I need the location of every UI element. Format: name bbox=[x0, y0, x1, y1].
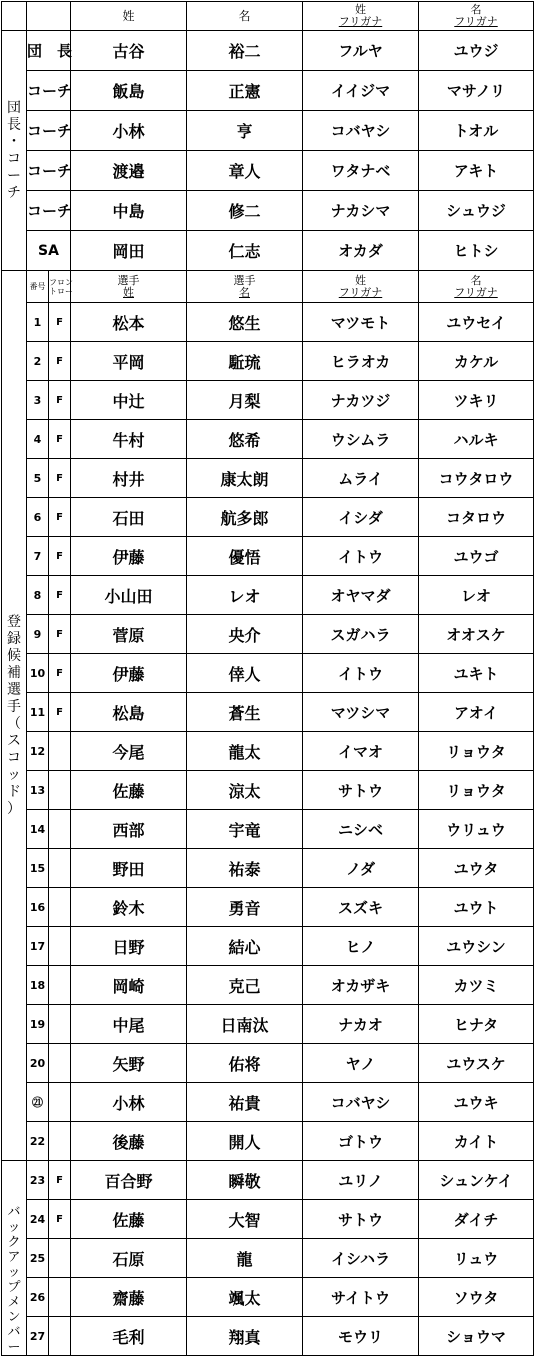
header-line: 姓 bbox=[123, 285, 134, 299]
player-row bbox=[2, 888, 534, 927]
role-cell: コーチ bbox=[27, 71, 71, 111]
last-name-cell: 中島 bbox=[71, 191, 187, 231]
player-row bbox=[2, 576, 534, 615]
first-name-cell: 月梨 bbox=[187, 381, 303, 420]
role-header-cell bbox=[27, 2, 71, 31]
last-kana-cell: ユリノ bbox=[303, 1161, 419, 1200]
last-name-cell: 古谷 bbox=[71, 31, 187, 71]
player-row bbox=[2, 1317, 534, 1356]
header-line: 名 bbox=[470, 273, 482, 287]
last-name-cell: 百合野 bbox=[71, 1161, 187, 1200]
last-name-cell: 今尾 bbox=[71, 732, 187, 771]
player-number-cell: ㉑ bbox=[27, 1083, 49, 1122]
first-name-cell: 瞬敬 bbox=[187, 1161, 303, 1200]
first-kana-cell: カケル bbox=[419, 342, 534, 381]
first-kana-cell: ユウジ bbox=[419, 31, 534, 71]
last-kana-cell: イシダ bbox=[303, 498, 419, 537]
first-name-cell: 龍 bbox=[187, 1239, 303, 1278]
section-label-char: バ bbox=[7, 1205, 21, 1220]
section-label-char: チ bbox=[7, 184, 21, 201]
roster-table bbox=[1, 1, 534, 1356]
first-kana-cell: ユウゴ bbox=[419, 537, 534, 576]
front-row-cell bbox=[49, 1044, 71, 1083]
section-label-char: 選 bbox=[7, 681, 21, 698]
player-number-cell: 10 bbox=[27, 654, 49, 693]
staff-row bbox=[2, 151, 534, 191]
player-row bbox=[2, 654, 534, 693]
front-row-cell bbox=[49, 966, 71, 1005]
last-name-cell: 毛利 bbox=[71, 1317, 187, 1356]
first-kana-cell: アオイ bbox=[419, 693, 534, 732]
player-row bbox=[2, 693, 534, 732]
section-label-char: 団 bbox=[7, 99, 21, 116]
first-kana-cell: コウタロウ bbox=[419, 459, 534, 498]
first-kana-cell: オオスケ bbox=[419, 615, 534, 654]
last-name-cell: 牛村 bbox=[71, 420, 187, 459]
last-kana-cell: コバヤシ bbox=[303, 1083, 419, 1122]
first-name-cell: 仁志 bbox=[187, 231, 303, 271]
last-kana-cell: ナカツジ bbox=[303, 381, 419, 420]
header-line: 選手 bbox=[233, 273, 256, 287]
last-kana-cell: ゴトウ bbox=[303, 1122, 419, 1161]
header-line: フリガナ bbox=[454, 285, 498, 299]
player-row bbox=[2, 771, 534, 810]
player-row bbox=[2, 1239, 534, 1278]
section-label-char: ス bbox=[7, 732, 21, 749]
section-label-char: ン bbox=[7, 1310, 21, 1325]
player-row bbox=[2, 810, 534, 849]
front-row-cell: F bbox=[49, 420, 71, 459]
first-name-cell: 結心 bbox=[187, 927, 303, 966]
player-row bbox=[2, 732, 534, 771]
first-kana-cell: ユウスケ bbox=[419, 1044, 534, 1083]
last-kana-cell: サイトウ bbox=[303, 1278, 419, 1317]
player-number-cell: 18 bbox=[27, 966, 49, 1005]
player-number-cell: 7 bbox=[27, 537, 49, 576]
player-row bbox=[2, 849, 534, 888]
section-label-char: ー bbox=[7, 167, 21, 184]
first-kana-header: 名 フリガナ bbox=[419, 2, 534, 31]
first-kana-cell: ユウタ bbox=[419, 849, 534, 888]
player-row bbox=[2, 498, 534, 537]
player-row bbox=[2, 1044, 534, 1083]
section-label-char: 手 bbox=[7, 698, 21, 715]
player-number-cell: 8 bbox=[27, 576, 49, 615]
section-label-char: ア bbox=[7, 1250, 21, 1265]
player-number-cell: 16 bbox=[27, 888, 49, 927]
player-row bbox=[2, 459, 534, 498]
first-name-cell: 央介 bbox=[187, 615, 303, 654]
player-row bbox=[2, 1200, 534, 1239]
first-kana-cell: ユウト bbox=[419, 888, 534, 927]
player-row bbox=[2, 1005, 534, 1044]
first-name-cell: 開人 bbox=[187, 1122, 303, 1161]
first-kana-cell: シュウジ bbox=[419, 191, 534, 231]
last-name-cell: 中辻 bbox=[71, 381, 187, 420]
player-row bbox=[2, 615, 534, 654]
front-row-cell bbox=[49, 1239, 71, 1278]
backup-section-label bbox=[2, 1161, 27, 1356]
first-name-header: 名 bbox=[187, 2, 303, 31]
last-kana-cell: ムライ bbox=[303, 459, 419, 498]
player-number-cell: 24 bbox=[27, 1200, 49, 1239]
last-kana-cell: マツモト bbox=[303, 303, 419, 342]
first-kana-cell: アキト bbox=[419, 151, 534, 191]
first-name-cell: 勇音 bbox=[187, 888, 303, 927]
last-kana-cell: オカザキ bbox=[303, 966, 419, 1005]
last-kana-cell: モウリ bbox=[303, 1317, 419, 1356]
front-row-cell: F bbox=[49, 342, 71, 381]
section-label-char: ク bbox=[7, 1235, 21, 1250]
section-label-char: ） bbox=[7, 800, 21, 817]
first-kana-cell: レオ bbox=[419, 576, 534, 615]
first-kana-cell: カイト bbox=[419, 1122, 534, 1161]
first-name-cell: 悠生 bbox=[187, 303, 303, 342]
section-label-char: ド bbox=[7, 783, 21, 800]
squad-section-label bbox=[2, 271, 27, 1161]
player-last-kana-header bbox=[303, 271, 419, 303]
first-name-cell: 優悟 bbox=[187, 537, 303, 576]
role-cell: コーチ bbox=[27, 111, 71, 151]
last-name-cell: 後藤 bbox=[71, 1122, 187, 1161]
first-kana-cell: リョウタ bbox=[419, 771, 534, 810]
first-kana-cell: ウリュウ bbox=[419, 810, 534, 849]
role-cell: 団 長 bbox=[27, 31, 71, 71]
player-first-header bbox=[187, 271, 303, 303]
first-kana-cell: カツミ bbox=[419, 966, 534, 1005]
staff-row bbox=[2, 231, 534, 271]
front-row-header-line: トロー bbox=[49, 286, 73, 296]
first-kana-cell: ソウタ bbox=[419, 1278, 534, 1317]
first-kana-cell: ユウキ bbox=[419, 1083, 534, 1122]
player-row bbox=[2, 342, 534, 381]
player-number-cell: 3 bbox=[27, 381, 49, 420]
player-number-cell: 13 bbox=[27, 771, 49, 810]
section-label-char: ッ bbox=[7, 1220, 21, 1235]
player-number-cell: 6 bbox=[27, 498, 49, 537]
player-row bbox=[2, 1122, 534, 1161]
header-line: 選手 bbox=[117, 273, 140, 287]
staff-row bbox=[2, 71, 534, 111]
last-kana-cell: ヤノ bbox=[303, 1044, 419, 1083]
last-name-cell: 松本 bbox=[71, 303, 187, 342]
first-name-cell: 亨 bbox=[187, 111, 303, 151]
first-name-cell: 翔真 bbox=[187, 1317, 303, 1356]
last-kana-cell: フルヤ bbox=[303, 31, 419, 71]
last-name-cell: 渡邉 bbox=[71, 151, 187, 191]
player-row bbox=[2, 1161, 534, 1200]
last-kana-cell: ニシベ bbox=[303, 810, 419, 849]
first-name-cell: 日南汰 bbox=[187, 1005, 303, 1044]
section-label-char: 候 bbox=[7, 647, 21, 664]
front-row-cell bbox=[49, 1317, 71, 1356]
last-name-cell: 松島 bbox=[71, 693, 187, 732]
last-kana-cell: マツシマ bbox=[303, 693, 419, 732]
role-cell: SA bbox=[27, 231, 71, 271]
section-label-char: メ bbox=[7, 1295, 21, 1310]
role-cell: コーチ bbox=[27, 191, 71, 231]
player-number-cell: 2 bbox=[27, 342, 49, 381]
last-kana-cell: イトウ bbox=[303, 654, 419, 693]
section-label-char: ッ bbox=[7, 766, 21, 783]
player-number-cell: 20 bbox=[27, 1044, 49, 1083]
front-row-cell: F bbox=[49, 537, 71, 576]
header-line: 姓 bbox=[355, 273, 366, 287]
section-label-char: 長 bbox=[7, 116, 21, 133]
first-name-cell: 佑将 bbox=[187, 1044, 303, 1083]
player-number-cell: 9 bbox=[27, 615, 49, 654]
last-kana-cell: オヤマダ bbox=[303, 576, 419, 615]
last-name-cell: 岡崎 bbox=[71, 966, 187, 1005]
front-row-cell bbox=[49, 849, 71, 888]
first-name-cell: 裕二 bbox=[187, 31, 303, 71]
first-name-cell: 颯太 bbox=[187, 1278, 303, 1317]
player-number-cell: 4 bbox=[27, 420, 49, 459]
last-kana-cell: スズキ bbox=[303, 888, 419, 927]
front-row-cell bbox=[49, 927, 71, 966]
player-number-cell: 12 bbox=[27, 732, 49, 771]
first-kana-cell: ユキト bbox=[419, 654, 534, 693]
player-row bbox=[2, 420, 534, 459]
first-name-cell: 涼太 bbox=[187, 771, 303, 810]
first-name-cell: 龍太 bbox=[187, 732, 303, 771]
section-label-char: コ bbox=[7, 749, 21, 766]
last-name-cell: 野田 bbox=[71, 849, 187, 888]
player-row bbox=[2, 1083, 534, 1122]
last-name-cell: 西部 bbox=[71, 810, 187, 849]
section-label-char: プ bbox=[7, 1280, 21, 1295]
player-row bbox=[2, 1278, 534, 1317]
last-name-cell: 中尾 bbox=[71, 1005, 187, 1044]
front-row-header bbox=[49, 271, 71, 303]
first-name-cell: 大智 bbox=[187, 1200, 303, 1239]
last-kana-cell: イマオ bbox=[303, 732, 419, 771]
front-row-cell: F bbox=[49, 654, 71, 693]
front-row-cell: F bbox=[49, 1161, 71, 1200]
front-row-cell: F bbox=[49, 615, 71, 654]
player-number-cell: 27 bbox=[27, 1317, 49, 1356]
player-header-row bbox=[2, 271, 534, 303]
corner-cell bbox=[2, 2, 27, 31]
staff-row bbox=[2, 111, 534, 151]
section-label-char: ー bbox=[7, 1340, 21, 1355]
last-name-cell: 飯島 bbox=[71, 71, 187, 111]
last-name-cell: 矢野 bbox=[71, 1044, 187, 1083]
last-name-cell: 日野 bbox=[71, 927, 187, 966]
first-kana-cell: ハルキ bbox=[419, 420, 534, 459]
first-kana-cell: ヒナタ bbox=[419, 1005, 534, 1044]
player-number-cell: 14 bbox=[27, 810, 49, 849]
last-kana-cell: ウシムラ bbox=[303, 420, 419, 459]
header-row bbox=[2, 2, 534, 31]
player-row bbox=[2, 537, 534, 576]
first-name-cell: 章人 bbox=[187, 151, 303, 191]
front-row-cell: F bbox=[49, 381, 71, 420]
first-kana-cell: ユウシン bbox=[419, 927, 534, 966]
staff-section-label bbox=[2, 31, 27, 271]
first-name-cell: 蒼生 bbox=[187, 693, 303, 732]
last-kana-cell: スガハラ bbox=[303, 615, 419, 654]
last-kana-header: 姓 フリガナ bbox=[303, 2, 419, 31]
player-number-cell: 25 bbox=[27, 1239, 49, 1278]
last-name-cell: 石田 bbox=[71, 498, 187, 537]
last-kana-cell: ナカオ bbox=[303, 1005, 419, 1044]
first-kana-cell: ツキリ bbox=[419, 381, 534, 420]
first-name-cell: 正憲 bbox=[187, 71, 303, 111]
staff-row bbox=[2, 31, 534, 71]
first-kana-cell: トオル bbox=[419, 111, 534, 151]
number-header: 番号 bbox=[27, 271, 49, 303]
role-cell: コーチ bbox=[27, 151, 71, 191]
first-kana-cell: シュンケイ bbox=[419, 1161, 534, 1200]
first-kana-cell: コタロウ bbox=[419, 498, 534, 537]
last-kana-cell: ノダ bbox=[303, 849, 419, 888]
last-name-cell: 佐藤 bbox=[71, 771, 187, 810]
last-name-cell: 伊藤 bbox=[71, 654, 187, 693]
first-name-cell: 倖人 bbox=[187, 654, 303, 693]
first-kana-cell: ユウセイ bbox=[419, 303, 534, 342]
front-row-cell bbox=[49, 1278, 71, 1317]
last-name-header: 姓 bbox=[71, 2, 187, 31]
player-row bbox=[2, 966, 534, 1005]
player-number-cell: 17 bbox=[27, 927, 49, 966]
last-kana-cell: ナカシマ bbox=[303, 191, 419, 231]
player-number-cell: 11 bbox=[27, 693, 49, 732]
front-row-cell: F bbox=[49, 459, 71, 498]
front-row-cell bbox=[49, 1005, 71, 1044]
section-label-char: （ bbox=[7, 715, 21, 732]
player-row bbox=[2, 303, 534, 342]
last-name-cell: 佐藤 bbox=[71, 1200, 187, 1239]
last-kana-cell: ヒノ bbox=[303, 927, 419, 966]
first-name-cell: 祐貴 bbox=[187, 1083, 303, 1122]
last-name-cell: 村井 bbox=[71, 459, 187, 498]
last-kana-cell: ヒラオカ bbox=[303, 342, 419, 381]
front-row-cell: F bbox=[49, 576, 71, 615]
last-kana-cell: サトウ bbox=[303, 771, 419, 810]
player-number-cell: 23 bbox=[27, 1161, 49, 1200]
player-row bbox=[2, 927, 534, 966]
first-name-cell: 康太朗 bbox=[187, 459, 303, 498]
player-row bbox=[2, 381, 534, 420]
first-name-cell: 克己 bbox=[187, 966, 303, 1005]
last-kana-cell: イトウ bbox=[303, 537, 419, 576]
last-name-cell: 岡田 bbox=[71, 231, 187, 271]
first-name-cell: レオ bbox=[187, 576, 303, 615]
front-row-cell bbox=[49, 732, 71, 771]
first-name-cell: 悠希 bbox=[187, 420, 303, 459]
staff-row bbox=[2, 191, 534, 231]
front-row-cell: F bbox=[49, 303, 71, 342]
last-name-cell: 小林 bbox=[71, 111, 187, 151]
section-label-char: 補 bbox=[7, 664, 21, 681]
first-kana-cell: マサノリ bbox=[419, 71, 534, 111]
first-name-cell: 修二 bbox=[187, 191, 303, 231]
last-name-cell: 小山田 bbox=[71, 576, 187, 615]
player-number-cell: 5 bbox=[27, 459, 49, 498]
section-label-char: ・ bbox=[7, 133, 21, 150]
player-number-cell: 22 bbox=[27, 1122, 49, 1161]
header-line: フリガナ bbox=[338, 285, 383, 299]
last-name-cell: 齋藤 bbox=[71, 1278, 187, 1317]
front-row-cell: F bbox=[49, 693, 71, 732]
section-label-char: バ bbox=[7, 1325, 21, 1340]
last-kana-cell: ワタナベ bbox=[303, 151, 419, 191]
front-row-cell: F bbox=[49, 1200, 71, 1239]
last-kana-cell: イイジマ bbox=[303, 71, 419, 111]
front-row-cell bbox=[49, 1122, 71, 1161]
first-kana-cell: ショウマ bbox=[419, 1317, 534, 1356]
last-kana-cell: オカダ bbox=[303, 231, 419, 271]
front-row-cell bbox=[49, 1083, 71, 1122]
front-row-cell: F bbox=[49, 498, 71, 537]
last-kana-cell: イシハラ bbox=[303, 1239, 419, 1278]
last-name-cell: 平岡 bbox=[71, 342, 187, 381]
front-row-cell bbox=[49, 771, 71, 810]
section-label-char: ッ bbox=[7, 1265, 21, 1280]
player-number-cell: 15 bbox=[27, 849, 49, 888]
player-number-cell: 1 bbox=[27, 303, 49, 342]
first-name-cell: 宇竜 bbox=[187, 810, 303, 849]
first-name-cell: 航多郎 bbox=[187, 498, 303, 537]
last-name-cell: 伊藤 bbox=[71, 537, 187, 576]
front-row-header-line: フロン bbox=[49, 277, 73, 287]
player-last-header bbox=[71, 271, 187, 303]
first-kana-cell: リュウ bbox=[419, 1239, 534, 1278]
section-label-char: 録 bbox=[7, 630, 21, 647]
last-name-cell: 鈴木 bbox=[71, 888, 187, 927]
front-row-cell bbox=[49, 810, 71, 849]
section-label-char: コ bbox=[7, 150, 21, 167]
front-row-cell bbox=[49, 888, 71, 927]
last-kana-cell: サトウ bbox=[303, 1200, 419, 1239]
first-name-cell: 祐泰 bbox=[187, 849, 303, 888]
last-name-cell: 小林 bbox=[71, 1083, 187, 1122]
first-kana-cell: ヒトシ bbox=[419, 231, 534, 271]
first-name-cell: 駈琉 bbox=[187, 342, 303, 381]
section-label-char: 登 bbox=[7, 613, 21, 630]
last-name-cell: 石原 bbox=[71, 1239, 187, 1278]
last-kana-cell: コバヤシ bbox=[303, 111, 419, 151]
player-number-cell: 26 bbox=[27, 1278, 49, 1317]
first-kana-cell: リョウタ bbox=[419, 732, 534, 771]
header-line: 名 bbox=[239, 285, 250, 299]
last-name-cell: 菅原 bbox=[71, 615, 187, 654]
player-first-kana-header bbox=[419, 271, 534, 303]
first-kana-cell: ダイチ bbox=[419, 1200, 534, 1239]
player-number-cell: 19 bbox=[27, 1005, 49, 1044]
